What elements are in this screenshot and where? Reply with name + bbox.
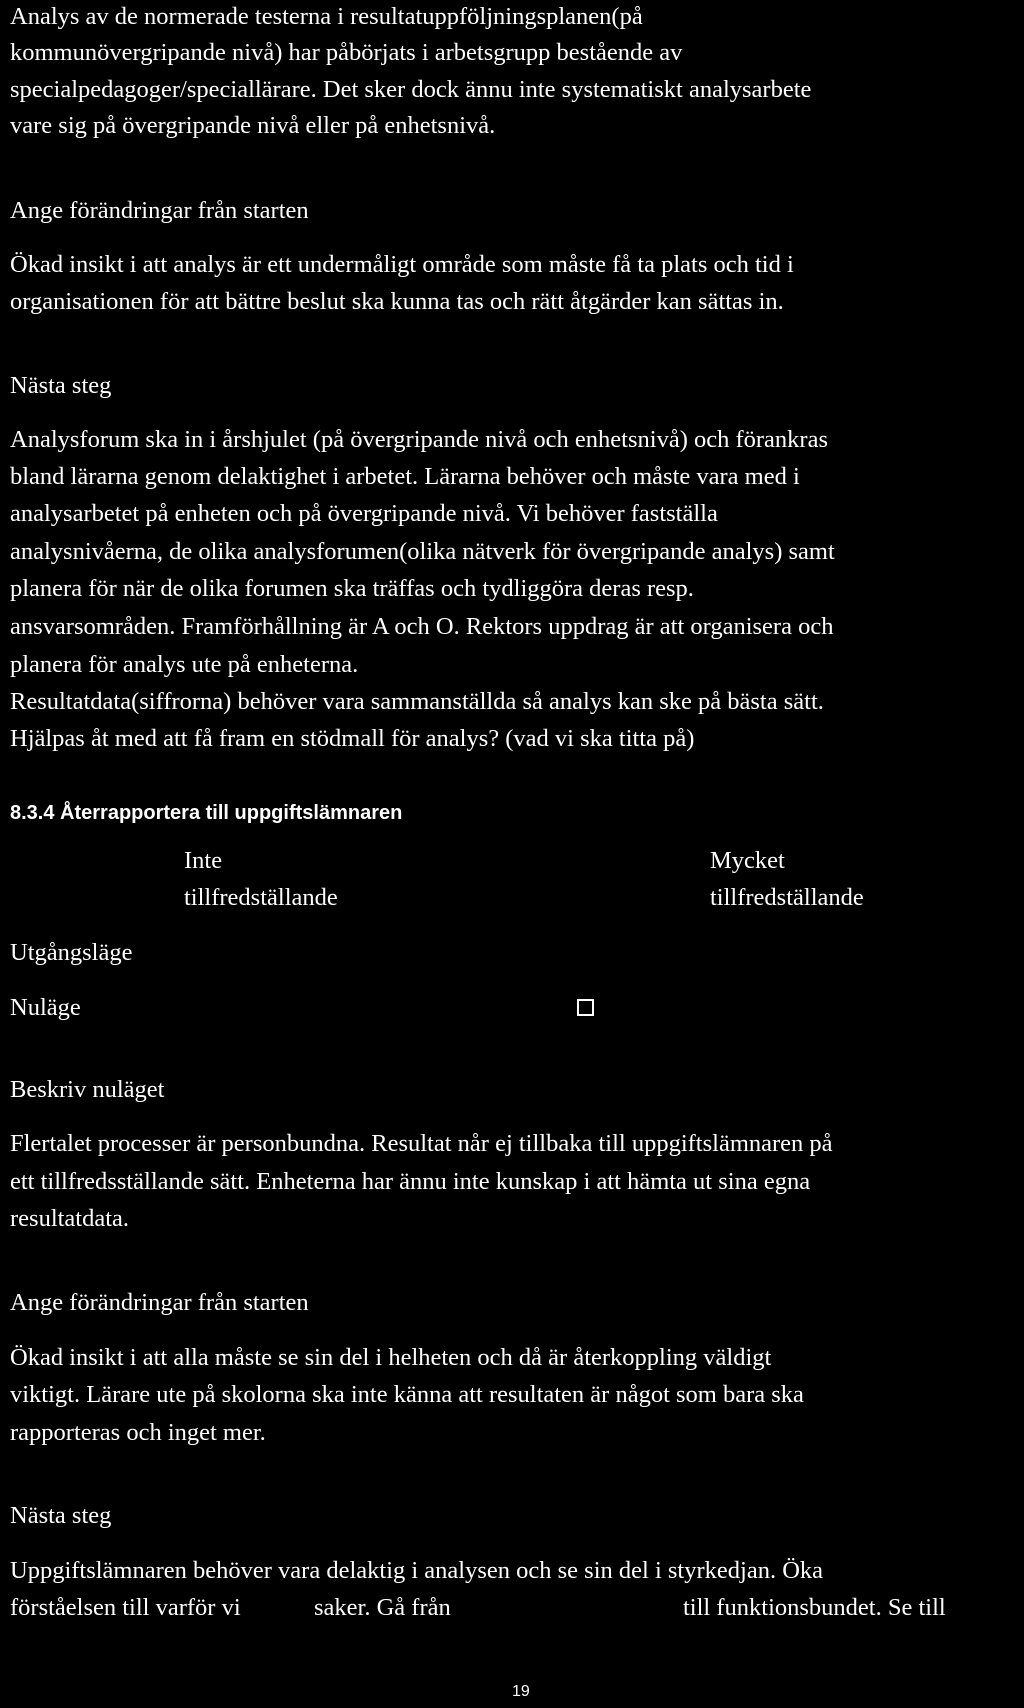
row-label-start: Utgångsläge [10,939,133,966]
page-number: 19 [512,1683,530,1700]
para3-line: planera för analys ute på enheterna. [10,651,359,678]
next-step-label: Nästa steg [10,372,112,399]
para6-segment: förståelsen till varför vi [10,1594,241,1621]
para3-line: Analysforum ska in i årshjulet (på övergripande nivå och enhetsnivå) och förankras [10,426,828,453]
para1-line: kommunövergripande nivå) har påbörjats i arbetsgrupp bestående av [10,39,683,66]
scale-high-label: tillfredställande [710,884,864,911]
para4-line: Flertalet processer är personbundna. Resultat når ej tillbaka till uppgiftslämnaren på [10,1130,833,1157]
para5-line: Ökad insikt i att alla måste se sin del i helheten och då är återkoppling väldigt [10,1344,772,1371]
para6-segment: till funktionsbundet. Se till [683,1594,946,1621]
para1-line: specialpedagoger/speciallärare. Det sker dock ännu inte systematiskt analysarbete [10,76,812,103]
para3-line: bland lärarna genom delaktighet i arbetet. Lärarna behöver och måste vara med i [10,463,800,490]
para4-line: ett tillfredsställande sätt. Enheterna har ännu inte kunskap i att hämta ut sina egna [10,1168,811,1195]
para3-line: ansvarsområden. Framförhållning är A och O. Rektors uppdrag är att organisera och [10,613,834,640]
next-step-label: Nästa steg [10,1502,112,1529]
changes-label: Ange förändringar från starten [10,197,309,224]
para3-line: Resultatdata(siffrorna) behöver vara sammanställda så analys kan ske på bästa sätt. [10,688,824,715]
para1-line: vare sig på övergripande nivå eller på enhetsnivå. [10,112,496,139]
para3-line: planera för när de olika forumen ska träffas och tydliggöra deras resp. [10,575,694,602]
rating-checkbox[interactable] [577,999,594,1016]
scale-low-label: tillfredställande [184,884,338,911]
section-heading: 8.3.4 Återrapportera till uppgiftslämnaren [10,802,403,824]
para6-segment: saker. Gå från [314,1594,451,1621]
row-label-now: Nuläge [10,994,81,1021]
changes-label: Ange förändringar från starten [10,1289,309,1316]
para6-line: Uppgiftslämnaren behöver vara delaktig i analysen och se sin del i styrkedjan. Öka [10,1557,824,1584]
para4-line: resultatdata. [10,1205,130,1232]
para2-line: Ökad insikt i att analys är ett undermåligt område som måste få ta plats och tid i [10,251,794,278]
para3-line: Hjälpas åt med att få fram en stödmall för analys? (vad vi ska titta på) [10,725,695,752]
scale-low-label: Inte [184,847,223,874]
para5-line: rapporteras och inget mer. [10,1419,266,1446]
para1-line: Analys av de normerade testerna i resultatuppföljningsplanen(på [10,3,643,30]
para3-line: analysarbetet på enheten och på övergripande nivå. Vi behöver fastställa [10,500,718,527]
para2-line: organisationen för att bättre beslut ska kunna tas och rätt åtgärder kan sättas in. [10,288,784,315]
para5-line: viktigt. Lärare ute på skolorna ska inte känna att resultaten är något som bara ska [10,1381,804,1408]
scale-high-label: Mycket [710,847,785,874]
describe-label: Beskriv nuläget [10,1076,165,1103]
para3-line: analysnivåerna, de olika analysforumen(olika nätverk för övergripande analys) samt [10,538,835,565]
